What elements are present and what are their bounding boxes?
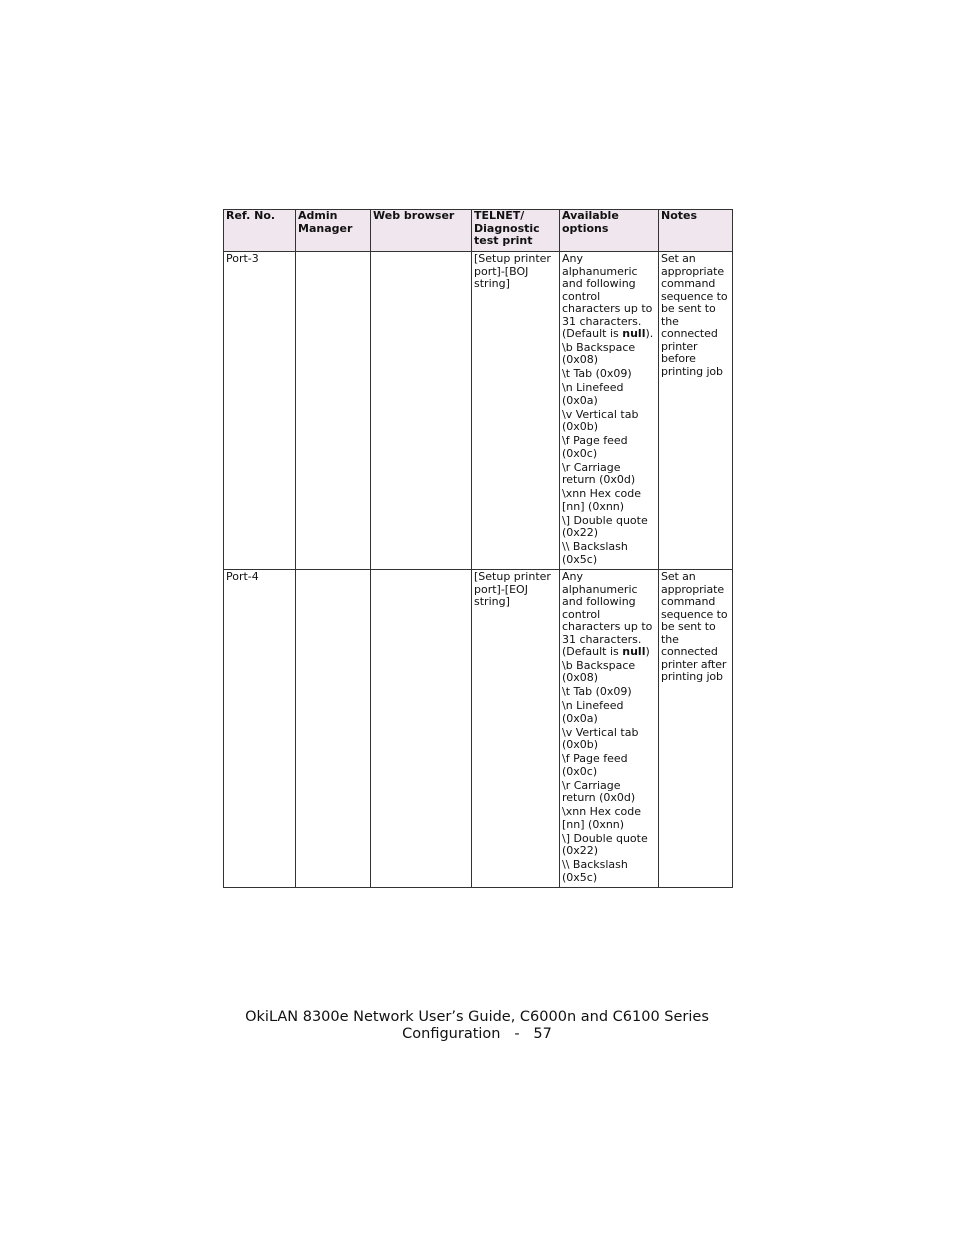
cell-admin-manager [296,570,371,888]
cell-admin-manager [296,252,371,570]
cell-telnet: [Setup printer port]-[BOJ string] [472,252,560,570]
header-web-browser: Web browser [371,210,472,252]
cell-telnet: [Setup printer port]-[EOJ string] [472,570,560,888]
cell-ref-no: Port-4 [224,570,296,888]
option-item: \] Double quote (0x22) [562,831,648,857]
option-item: \v Vertical tab (0x0b) [562,407,639,433]
options-intro-end: ). [645,327,654,340]
option-item: \\ Backslash (0x5c) [562,858,628,884]
cell-notes: Set an appropriate command sequence to be sent to the connected printer before printing job [659,252,733,570]
option-item: \xnn Hex code [nn] (0xnn) [562,487,642,513]
options-intro-text: Any alphanumeric and following control characters up to 31 characters. (Default is [562,570,653,658]
header-ref-no: Ref. No. [224,210,296,252]
option-item: \b Backspace (0x08) [562,340,636,366]
option-item: \n Linefeed (0x0a) [562,699,624,725]
option-item: \r Carriage return (0x0d) [562,460,636,486]
options-default-value: null [622,327,646,340]
table-header-row [224,210,733,252]
option-item: \\ Backslash (0x5c) [562,540,628,566]
option-item: \f Page feed (0x0c) [562,434,628,460]
options-intro-end: ) [645,645,650,658]
option-item: \n Linefeed (0x0a) [562,381,624,407]
options-default-value: null [622,645,646,658]
cell-notes: Set an appropriate command sequence to be sent to the connected printer after printing job [659,570,733,888]
header-notes: Notes [659,210,733,252]
cell-web-browser [371,570,472,888]
table-row [224,252,733,570]
option-item: \v Vertical tab (0x0b) [562,725,639,751]
footer-page-text: Configuration - 57 [402,1026,552,1042]
options-intro-text: Any alphanumeric and following control characters up to 31 characters. (Default is [562,252,653,340]
option-item: \b Backspace (0x08) [562,658,636,684]
cell-ref-no: Port-3 [224,252,296,570]
header-telnet: TELNET/ Diagnostic test print [472,210,560,252]
footer-document-title: OkiLAN 8300e Network User’s Guide, C6000n and C6100 Series [245,1009,709,1025]
cell-available-options [560,570,659,888]
header-available-options: Available options [560,210,659,252]
footer-page-number [0,1026,954,1043]
option-item: \t Tab (0x09) [562,685,632,698]
options-intro [562,253,656,341]
option-item: \f Page feed (0x0c) [562,752,628,778]
settings-table [223,209,733,888]
option-item: \xnn Hex code [nn] (0xnn) [562,805,642,831]
option-item: \] Double quote (0x22) [562,513,648,539]
header-admin-manager: Admin Manager [296,210,371,252]
options-intro [562,571,656,659]
table-row [224,570,733,888]
option-item: \t Tab (0x09) [562,367,632,380]
cell-available-options [560,252,659,570]
cell-web-browser [371,252,472,570]
option-item: \r Carriage return (0x0d) [562,778,636,804]
